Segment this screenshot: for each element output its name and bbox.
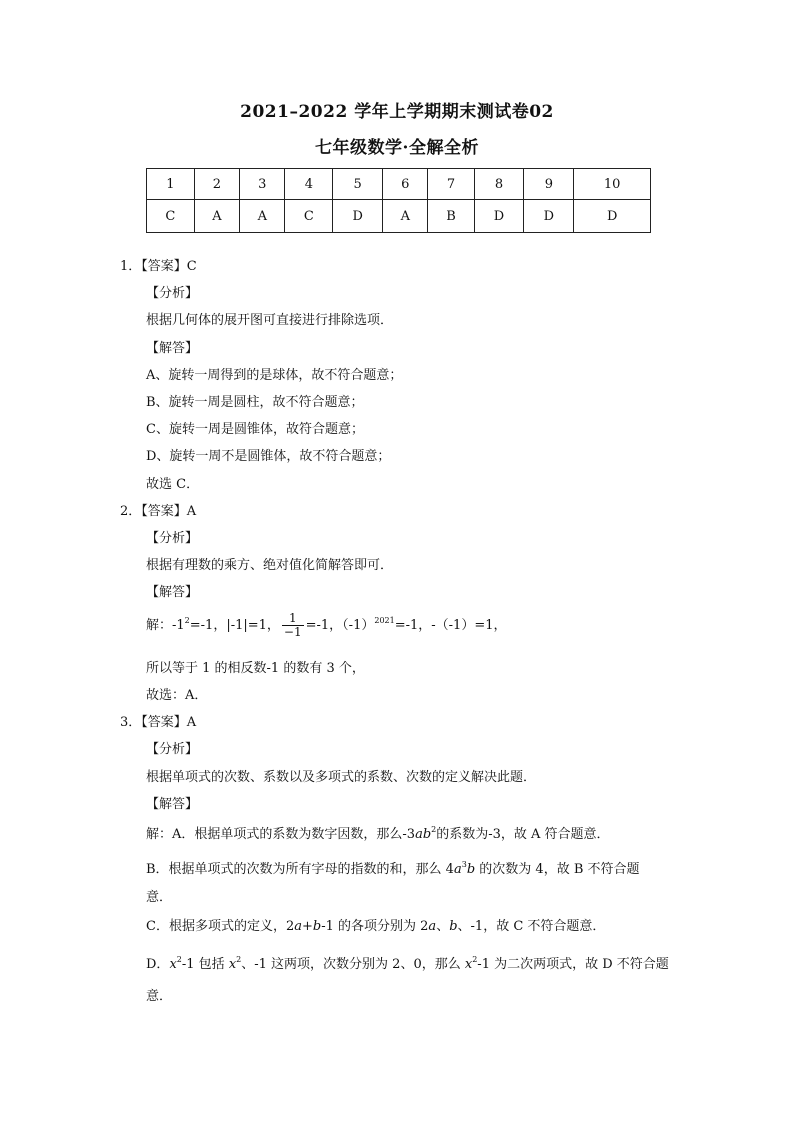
- table-cell-answer: C: [147, 200, 195, 233]
- q3-analysis-text: 根据单项式的次数、系数以及多项式的系数、次数的定义解决此题．: [146, 770, 537, 785]
- eq-text: 解：-1: [146, 618, 185, 633]
- eq-exponent: 3: [461, 860, 467, 869]
- answer-table-number-row: [147, 169, 651, 200]
- math-variable: x: [464, 957, 473, 972]
- text-run: 的次数为 4，故 B 不符合题: [475, 862, 640, 877]
- table-cell-answer: A: [194, 200, 239, 233]
- table-cell-answer: D: [574, 200, 651, 233]
- text-run: 、: [436, 919, 450, 934]
- math-variable: b: [466, 862, 476, 877]
- table-cell-number: 3: [240, 169, 285, 200]
- q3-option-b-continued: 意．: [146, 890, 173, 905]
- table-cell-number: 7: [428, 169, 474, 200]
- q1-solution-line: B、旋转一周是圆柱，故不符合题意；: [146, 395, 364, 410]
- page-title: 2021–2022 学年上学期期末测试卷02: [240, 102, 554, 122]
- q2-equation-line: [146, 612, 507, 640]
- text-run: -1 为二次两项式，故 D 不符合题: [477, 957, 669, 972]
- text-run: 、-1，故 C 不符合题意．: [457, 919, 606, 934]
- q1-solution-line: C、旋转一周是圆锥体，故符合题意；: [146, 422, 364, 437]
- eq-text: =-1，（-1）: [305, 618, 375, 633]
- math-variable: b: [312, 919, 322, 934]
- text-run: B．根据单项式的次数为所有字母的指数的和，那么 4: [146, 862, 454, 877]
- q1-solution-label: 【解答】: [146, 341, 199, 356]
- table-cell-answer: C: [285, 200, 333, 233]
- eq-text: =-1，|-1|=1，: [189, 618, 280, 633]
- eq-exponent: 2021: [374, 616, 395, 625]
- table-cell-number: 2: [194, 169, 239, 200]
- q2-answer-heading: 2．【答案】A: [120, 504, 197, 519]
- fraction-numerator: 1: [282, 612, 304, 626]
- table-cell-number: 10: [574, 169, 651, 200]
- math-variable: ab: [415, 827, 432, 842]
- answer-table-answer-row: [147, 200, 651, 233]
- q3-option-a: [146, 826, 610, 844]
- q3-solution-label: 【解答】: [146, 797, 199, 812]
- q3-analysis-label: 【分析】: [146, 742, 199, 757]
- q1-solution-line: D、旋转一周不是圆锥体，故不符合题意；: [146, 449, 391, 464]
- table-cell-answer: B: [428, 200, 474, 233]
- math-variable: x: [169, 957, 177, 972]
- text-run: +: [301, 919, 313, 934]
- q2-conclusion: 故选：A．: [146, 688, 208, 703]
- q1-answer-heading: 1．【答案】C: [120, 259, 197, 274]
- text-run: -1 包括: [181, 957, 229, 972]
- q2-solution-line: 所以等于 1 的相反数-1 的数有 3 个，: [146, 661, 365, 676]
- table-cell-answer: D: [524, 200, 574, 233]
- text-run: 解：A．根据单项式的系数为数字因数，那么-3: [146, 827, 416, 842]
- q2-analysis-label: 【分析】: [146, 531, 199, 546]
- math-variable: x: [228, 957, 237, 972]
- q3-answer-heading: 3．【答案】A: [120, 715, 197, 730]
- q3-option-b: [146, 861, 640, 879]
- text-run: D．: [146, 957, 170, 972]
- eq-exponent: 2: [184, 616, 190, 625]
- eq-text: =-1，-（-1）=1，: [394, 618, 507, 633]
- q1-conclusion: 故选 C．: [146, 477, 200, 492]
- table-cell-number: 8: [474, 169, 524, 200]
- math-variable: a: [294, 919, 302, 934]
- q2-analysis-text: 根据有理数的乘方、绝对值化简解答即可．: [146, 558, 394, 573]
- q3-option-d-continued: 意．: [146, 989, 173, 1004]
- eq-exponent: 2: [176, 955, 182, 964]
- q3-option-c: [146, 918, 605, 936]
- table-cell-answer: A: [383, 200, 428, 233]
- table-cell-number: 1: [147, 169, 195, 200]
- text-run: C．根据多项式的定义，2: [146, 919, 295, 934]
- q1-analysis-text: 根据几何体的展开图可直接进行排除选项．: [146, 313, 394, 328]
- table-cell-answer: A: [240, 200, 285, 233]
- eq-exponent: 2: [236, 955, 242, 964]
- math-variable: a: [453, 862, 462, 877]
- fraction: [282, 612, 304, 639]
- fraction-denominator: −1: [283, 625, 302, 639]
- q3-option-d: [146, 956, 669, 974]
- table-cell-number: 6: [383, 169, 428, 200]
- math-variable: b: [449, 919, 458, 934]
- table-cell-answer: D: [333, 200, 383, 233]
- eq-exponent: 2: [472, 955, 478, 964]
- q1-solution-line: A、旋转一周得到的是球体，故不符合题意；: [146, 368, 403, 383]
- q2-solution-label: 【解答】: [146, 585, 199, 600]
- page-subtitle: 七年级数学·全解全析: [315, 138, 479, 158]
- table-cell-answer: D: [474, 200, 524, 233]
- eq-exponent: 2: [431, 825, 437, 834]
- text-run: 、-1 这两项，次数分别为 2、0，那么: [241, 957, 465, 972]
- answer-table: [146, 168, 651, 233]
- table-cell-number: 9: [524, 169, 574, 200]
- text-run: -1 的各项分别为 2: [321, 919, 429, 934]
- q1-analysis-label: 【分析】: [146, 286, 199, 301]
- table-cell-number: 4: [285, 169, 333, 200]
- table-cell-number: 5: [333, 169, 383, 200]
- math-variable: a: [428, 919, 437, 934]
- text-run: 的系数为-3，故 A 符合题意．: [436, 827, 610, 842]
